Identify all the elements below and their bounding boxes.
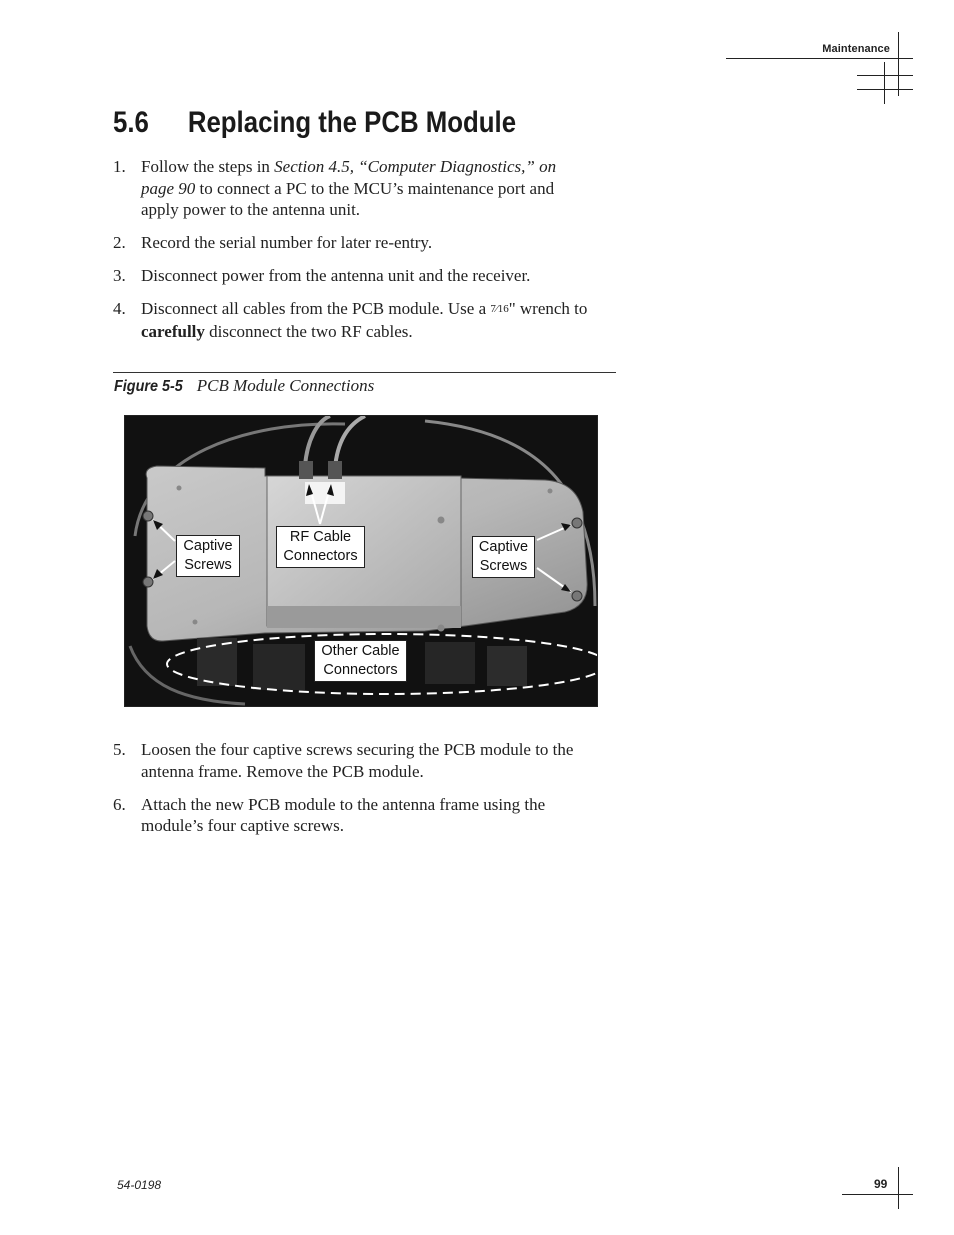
step-number: 6.: [113, 794, 126, 814]
lower-connector-2: [253, 644, 305, 690]
rf-connector-1: [299, 461, 313, 479]
box-screw: [438, 517, 445, 524]
procedure-step: [113, 265, 593, 287]
step-text: carefully: [141, 321, 205, 341]
procedure-step: [113, 156, 593, 221]
procedure-steps-1-4: [113, 156, 593, 354]
plate-rivet-2: [548, 489, 553, 494]
callout-other-cable-connectors: Other Cable Connectors: [314, 640, 407, 682]
step-number: 2.: [113, 233, 126, 252]
header-crop-vertical-2: [884, 62, 885, 104]
figure-label: Figure 5-5: [114, 378, 183, 395]
captive-screw-top-left: [143, 511, 153, 521]
header-crop-horizontal-2: [857, 89, 913, 90]
callout-captive-screws-left: Captive Screws: [176, 535, 240, 577]
page-number: 99: [874, 1177, 888, 1191]
captive-screw-bottom-right: [572, 591, 582, 601]
plate-rivet: [177, 486, 182, 491]
procedure-steps-5-6: [113, 739, 593, 848]
header-crop-horizontal: [857, 75, 913, 76]
step-text: to connect a PC to the MCU’s maintenance port and apply power to the antenna unit.: [141, 178, 555, 219]
footer-crop-vertical: [898, 1167, 899, 1209]
header-rule: [726, 58, 913, 59]
step-number: 3.: [113, 266, 126, 285]
box-screw-2: [438, 625, 445, 632]
step-text: Disconnect all cables from the PCB module. Use a: [141, 299, 491, 318]
section-number: 5.6: [113, 106, 149, 139]
step-text: Record the serial number for later re-entry.: [141, 233, 433, 252]
step-text: 7⁄16: [490, 303, 509, 315]
document-number: 54-0198: [117, 1178, 162, 1192]
figure-rule: [113, 372, 616, 373]
procedure-step: [113, 794, 593, 837]
procedure-step: [113, 739, 593, 782]
procedure-step: [113, 232, 593, 254]
captive-screw-top-right: [572, 518, 582, 528]
section-title-text: Replacing the PCB Module: [187, 106, 517, 139]
step-text: " wrench to: [508, 299, 588, 318]
callout-rf-cable-connectors: RF Cable Connectors: [276, 526, 365, 568]
step-number: 1.: [113, 157, 126, 176]
step-number: 5.: [113, 740, 126, 759]
footer-rule: [842, 1194, 913, 1195]
rf-connector-2: [328, 461, 342, 479]
step-text: Follow the steps in: [141, 157, 275, 176]
step-text: disconnect the two RF cables.: [204, 321, 413, 341]
lower-connector-1: [197, 638, 237, 686]
pcb-box-edge: [267, 606, 461, 628]
step-text: Disconnect power from the antenna unit and the receiver.: [141, 266, 531, 285]
lower-connector-3: [425, 642, 475, 684]
step-text: Section 4.5, “Computer Diagnostics,” on page 90: [141, 157, 557, 198]
figure-caption: [114, 376, 374, 396]
captive-screw-bottom-left: [143, 577, 153, 587]
figure-caption-text: PCB Module Connections: [196, 376, 375, 395]
step-number: 4.: [113, 299, 126, 318]
header-section-label: Maintenance: [822, 43, 890, 55]
procedure-step: [113, 298, 593, 342]
section-title: [113, 106, 516, 140]
callout-captive-screws-right: Captive Screws: [472, 536, 535, 578]
plate-rivet-3: [193, 620, 198, 625]
pcb-module-photo: [124, 415, 598, 707]
step-text: Loosen the four captive screws securing the PCB module to the antenna frame. Remove the PCB module.: [141, 740, 574, 781]
lower-connector-4: [487, 646, 527, 686]
step-text: Attach the new PCB module to the antenna frame using the module’s four captive screws.: [141, 794, 546, 835]
header-crop-vertical: [898, 32, 899, 96]
